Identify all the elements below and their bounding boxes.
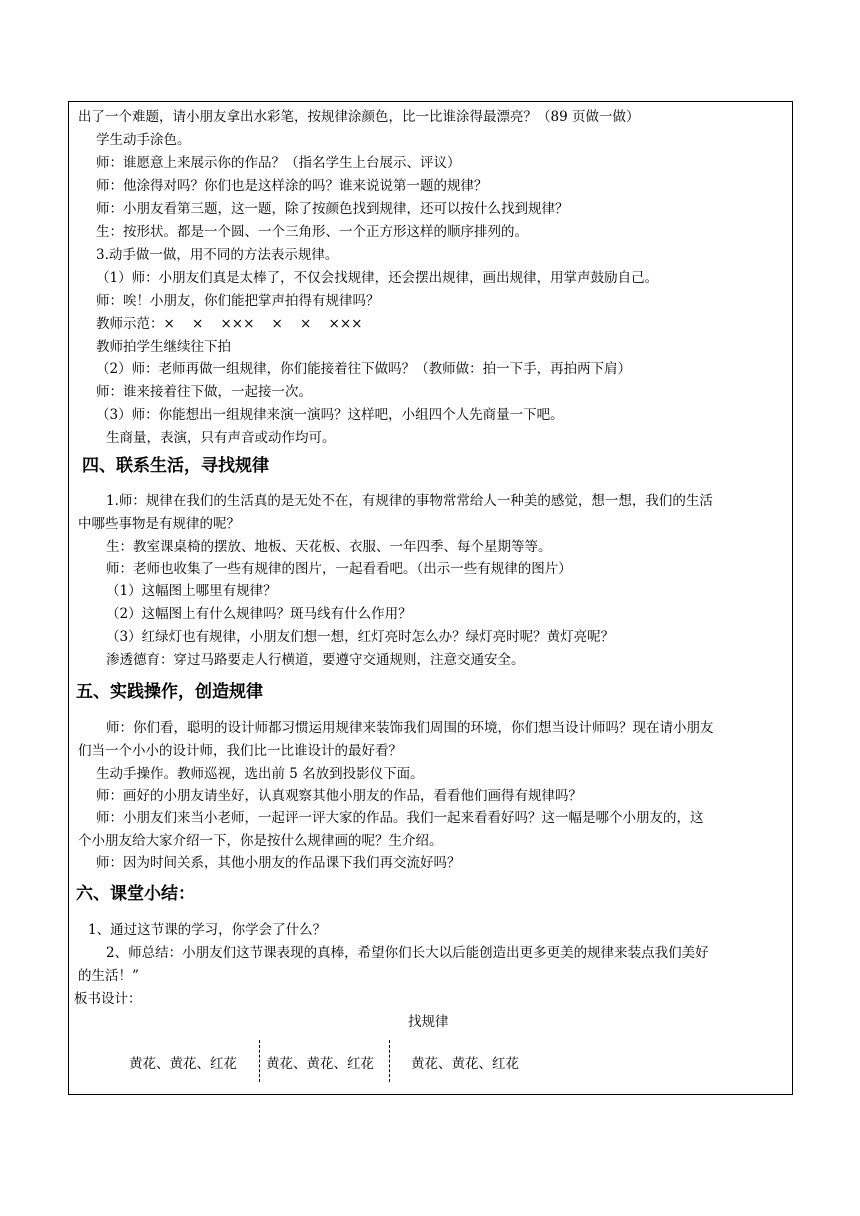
section-4-heading: 四、联系生活，寻找规律 bbox=[82, 456, 269, 476]
text-line: 师：谁愿意上来展示你的作品？（指名学生上台展示、评议） bbox=[96, 155, 461, 171]
text-line: 师：他涂得对吗？你们也是这样涂的吗？谁来说说第一题的规律？ bbox=[96, 178, 488, 194]
text-line: 生：教室课桌椅的摆放、地板、天花板、衣服、一年四季、每个星期等等。 bbox=[106, 539, 552, 555]
text-line: （3）红绿灯也有规律，小朋友们想一想，红灯亮时怎么办？绿灯亮时呢？黄灯亮呢？ bbox=[106, 629, 615, 645]
text-line: （1）这幅图上哪里有规律？ bbox=[106, 583, 277, 599]
text-line: 师：你们看，聪明的设计师都习惯运用规律来装饰我们周围的环境，你们想当设计师吗？现在请小朋友 bbox=[106, 720, 714, 736]
text-line: （2）这幅图上有什么规律吗？斑马线有什么作用？ bbox=[106, 606, 412, 622]
text-line: 中哪些事物是有规律的呢？ bbox=[78, 516, 240, 532]
text-line: 1、通过这节课的学习，你学会了什么？ bbox=[88, 922, 327, 938]
text-line: 个小朋友给大家介绍一下，你是按什么规律画的呢？生介绍。 bbox=[78, 833, 443, 849]
text-line: 1.师：规律在我们的生活真的是无处不在，有规律的事物常常给人一种美的感觉，想一想，我们的生活 bbox=[106, 493, 713, 509]
text-line: 师：小朋友们来当小老师，一起评一评大家的作品。我们一起来看看好吗？这一幅是哪个小朋友的，这 bbox=[96, 810, 704, 826]
board-group: 黄花、黄花、红花 bbox=[266, 1056, 374, 1072]
text-line: 生：按形状。都是一个圆、一个三角形、一个正方形这样的顺序排列的。 bbox=[96, 224, 528, 240]
separator-line bbox=[389, 1040, 390, 1082]
text-line: 师：谁来接着往下做，一起接一次。 bbox=[96, 384, 312, 400]
board-group: 黄花、黄花、红花 bbox=[411, 1056, 519, 1072]
board-design-label: 板书设计： bbox=[74, 991, 142, 1007]
text-line: 生动手操作。教师巡视，选出前 5 名放到投影仪下面。 bbox=[96, 766, 424, 782]
text-line: 3.动手做一做，用不同的方法表示规律。 bbox=[96, 247, 339, 263]
text-line: 们当一个小小的设计师，我们比一比谁设计的最好看？ bbox=[78, 743, 402, 759]
text-line: 生商量，表演，只有声音或动作均可。 bbox=[106, 430, 336, 446]
board-title: 找规律 bbox=[408, 1014, 449, 1030]
text-line: 师：因为时间关系，其他小朋友的作品课下我们再交流好吗？ bbox=[96, 855, 461, 871]
text-line: 的生活！” bbox=[78, 968, 139, 984]
section-6-heading: 六、课堂小结： bbox=[76, 884, 195, 904]
text-line: （3）师：你能想出一组规律来演一演吗？这样吧，小组四个人先商量一下吧。 bbox=[96, 407, 564, 423]
text-line: 师：唉！小朋友，你们能把掌声拍得有规律吗？ bbox=[96, 293, 380, 309]
text-line: 教师拍学生继续往下拍 bbox=[96, 339, 231, 355]
separator-line bbox=[259, 1040, 260, 1082]
text-line: 师：小朋友看第三题，这一题，除了按颜色找到规律，还可以按什么找到规律？ bbox=[96, 201, 569, 217]
text-line: （2）师：老师再做一组规律，你们能接着往下做吗？（教师做：拍一下手，再拍两下肩） bbox=[96, 361, 632, 377]
board-group: 黄花、黄花、红花 bbox=[129, 1056, 237, 1072]
text-line: 渗透德育：穿过马路要走人行横道，要遵守交通规则，注意交通安全。 bbox=[106, 652, 525, 668]
text-line: 师：老师也收集了一些有规律的图片，一起看看吧。（出示一些有规律的图片） bbox=[106, 561, 572, 577]
clap-pattern-line: 教师示范：× × ××× × × ××× bbox=[96, 316, 363, 332]
section-5-heading: 五、实践操作，创造规律 bbox=[76, 682, 263, 702]
text-line: 2、师总结：小朋友们这节课表现的真棒，希望你们长大以后能创造出更多更美的规律来装点我们美好 bbox=[106, 945, 709, 961]
text-line: 学生动手涂色。 bbox=[96, 132, 191, 148]
text-line: 出了一个难题，请小朋友拿出水彩笔，按规律涂颜色，比一比谁涂得最漂亮？（89 页做一做） bbox=[78, 109, 640, 125]
text-line: 师：画好的小朋友请坐好，认真观察其他小朋友的作品，看看他们画得有规律吗？ bbox=[96, 788, 582, 804]
text-line: （1）师：小朋友们真是太棒了，不仅会找规律，还会摆出规律，画出规律，用掌声鼓励自己。 bbox=[96, 270, 659, 286]
